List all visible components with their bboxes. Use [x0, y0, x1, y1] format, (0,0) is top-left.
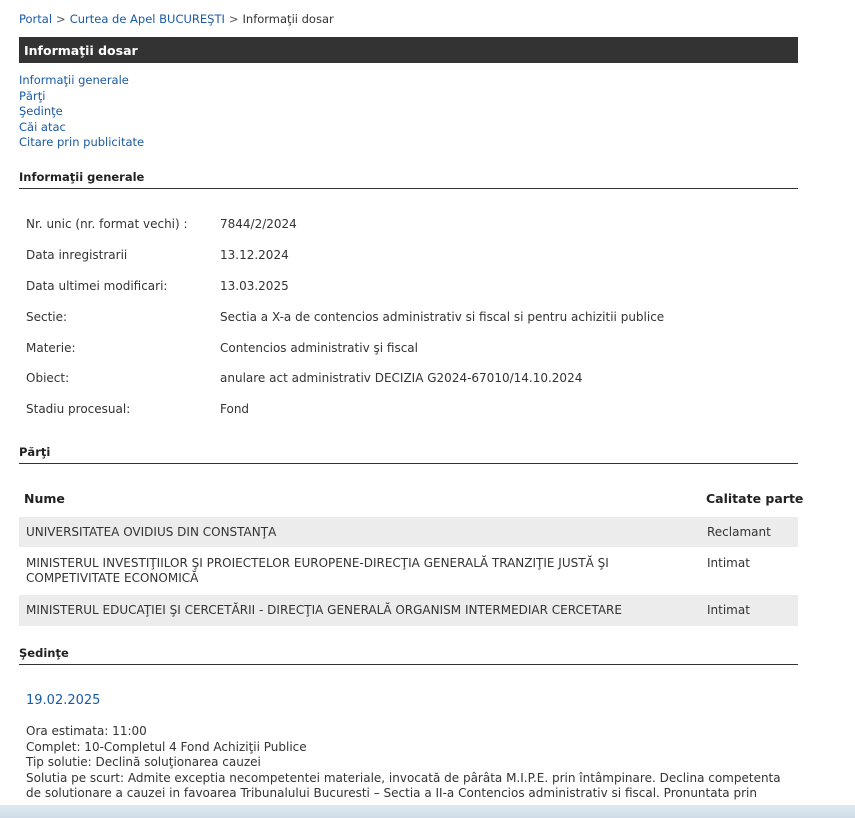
info-value: Sectia a X-a de contencios administrativ si fiscal si pentru achizitii publice: [220, 310, 665, 324]
breadcrumb-separator: >: [56, 12, 66, 26]
page-title: Informaţii dosar: [19, 37, 798, 63]
column-header-role: Calitate parte: [706, 491, 804, 506]
breadcrumb-court-link[interactable]: Curtea de Apel BUCUREŞTI: [69, 12, 225, 26]
hearing-panel: Complet: 10-Completul 4 Fond Achiziţii Publice: [26, 739, 307, 754]
hearing-estimated-time: Ora estimata: 11:00: [26, 724, 147, 738]
info-label: Data inregistrarii: [26, 248, 128, 262]
parties-heading: Părţi: [19, 445, 798, 464]
table-row: [19, 595, 798, 626]
info-value: Fond: [220, 402, 250, 416]
breadcrumb-separator: >: [228, 12, 239, 26]
breadcrumb: [19, 12, 334, 26]
table-row: [19, 547, 798, 595]
info-label: Nr. unic (nr. format vechi) :: [26, 217, 188, 231]
hearing-solution-type: Tip solutie: Declină soluţionarea cauzei: [26, 755, 261, 769]
hearing-date: 19.02.2025: [26, 693, 101, 708]
breadcrumb-current: Informaţii dosar: [242, 12, 334, 26]
info-label: Sectie:: [26, 310, 68, 324]
nav-link-parties[interactable]: Părţi: [19, 88, 46, 103]
party-role: Intimat: [707, 556, 750, 570]
nav-link-hearings[interactable]: Şedinţe: [19, 104, 63, 118]
nav-link-general-info[interactable]: Informaţii generale: [19, 73, 129, 87]
hearing-solution-summary-cont: de solutionare a cauzei in favoarea Tribunalului Bucuresti – Sectia a II-a Contencios administrativ si fiscal. Pronuntata prin: [26, 786, 757, 800]
hearings-heading: Şedinţe: [19, 646, 798, 665]
info-value: anulare act administrativ DECIZIA G2024-67010/14.10.2024: [220, 371, 583, 385]
general-info-heading: Informaţii generale: [19, 170, 798, 189]
table-row: [19, 517, 798, 547]
info-label: Obiect:: [26, 371, 70, 385]
info-label: Stadiu procesual:: [26, 402, 131, 416]
info-value: Contencios administrativ şi fiscal: [220, 341, 418, 355]
section-nav: [19, 73, 144, 151]
hearing-details: [26, 724, 796, 802]
breadcrumb-portal-link[interactable]: Portal: [19, 12, 53, 26]
party-name: MINISTERUL INVESTIŢIILOR ŞI PROIECTELOR EUROPENE-DIRECŢIA GENERALĂ TRANZIŢIE JUSTĂ ŞI COMPETIVITATE ECONOMICĂ: [26, 556, 609, 585]
column-header-name: Nume: [24, 491, 65, 506]
party-role: Intimat: [707, 603, 750, 617]
info-value: 13.12.2024: [220, 248, 289, 262]
party-role: Reclamant: [707, 525, 771, 539]
nav-link-public-summons[interactable]: Citare prin publicitate: [19, 135, 145, 149]
nav-link-appeals[interactable]: Căi atac: [19, 119, 66, 134]
info-value: 13.03.2025: [220, 279, 289, 293]
party-name: UNIVERSITATEA OVIDIUS DIN CONSTANŢA: [26, 525, 277, 539]
bottom-fade-overlay: [0, 805, 855, 818]
info-value: 7844/2/2024: [220, 217, 297, 231]
info-label: Data ultimei modificari:: [26, 279, 168, 293]
info-label: Materie:: [26, 341, 76, 355]
hearing-solution-summary: Solutia pe scurt: Admite exceptia necompetentei materiale, invocată de pârâta M.I.P.E. prin întâmpinare. Declina competenta: [26, 770, 781, 785]
party-name: MINISTERUL EDUCAŢIEI ŞI CERCETĂRII - DIRECŢIA GENERALĂ ORGANISM INTERMEDIAR CERCETARE: [26, 603, 622, 617]
